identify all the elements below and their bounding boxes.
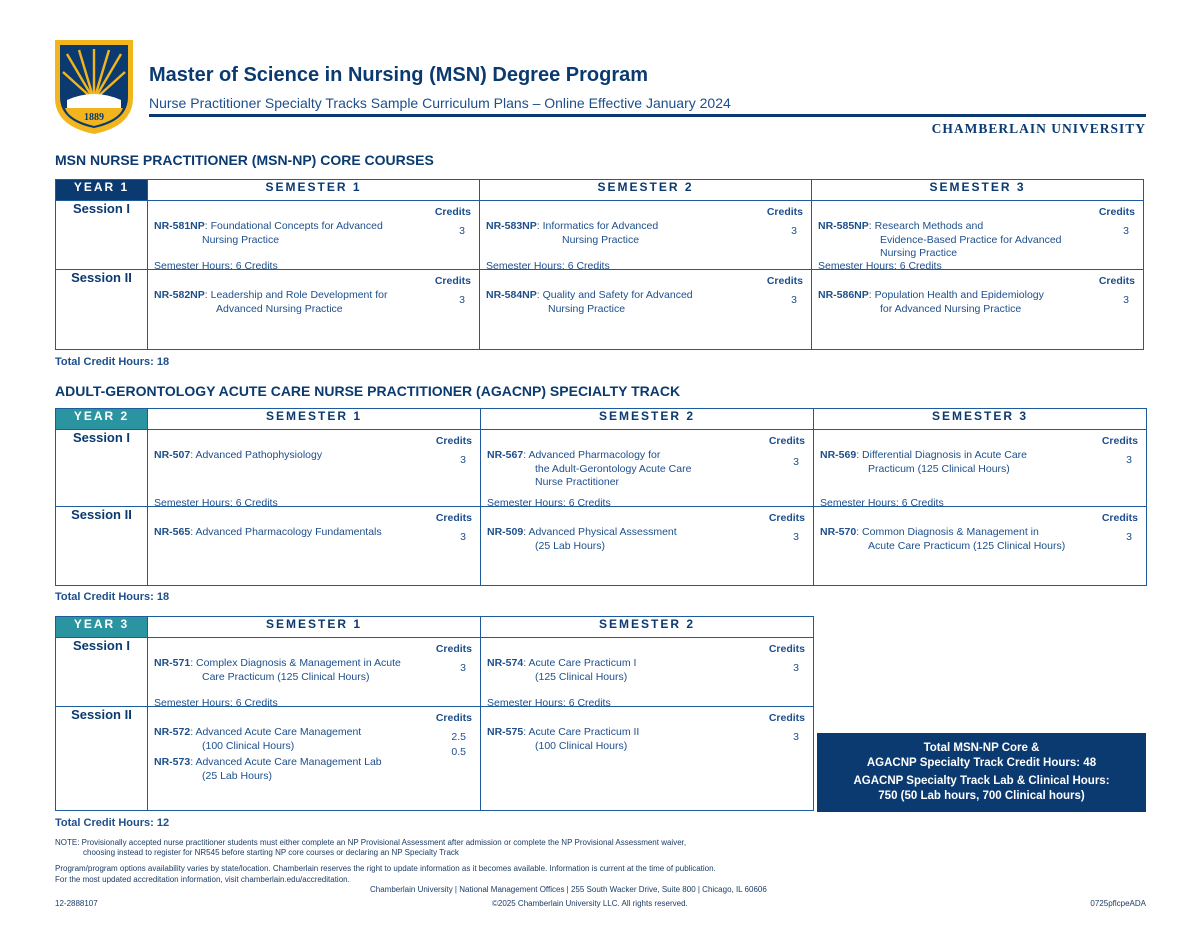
course-name: : Advanced Physical Assessment [523,526,677,538]
course-code: NR-584NP [486,289,537,301]
summary-line: AGACNP Specialty Track Lab & Clinical Hours: [853,775,1110,787]
course-name: : Acute Care Practicum II [523,726,640,738]
year-label: YEAR 1 [56,180,148,201]
credits-header: Credits [435,643,472,655]
session-label: Session I [56,201,148,270]
note-provisional: NOTE: Provisionally accepted nurse practitioner students must either complete an NP Provisional Assessment after admission or complete the NP Provisional Assessment waiver, choosing instead to register for NR545 before starting NP core courses or declaring an NP Specialty Track [55,838,687,857]
course-credits: 3 [460,531,466,543]
course-credits: 3 [791,225,797,237]
course-credits: 0.5 [451,746,466,758]
header-divider [149,114,1146,117]
course-code: NR-567 [487,449,524,461]
credits-header: Credits [434,275,471,287]
credits-header: Credits [1101,435,1138,447]
seal-year: 1889 [84,112,104,123]
course-cell: Credits NR-585NP: Research Methods and Evidence-Based Practice for Advanced Nursing Practice 3 [812,201,1144,270]
course-code: NR-569 [820,449,857,461]
session-label: Session II [56,707,148,811]
semester-header: SEMESTER 1 [148,409,481,430]
agacnp-year2-table [55,408,1147,586]
course-code: NR-581NP [154,220,205,232]
brand-wordmark: CHAMBERLAIN UNIVERSITY [931,121,1146,136]
session-label: Session I [56,430,148,507]
course-cell: Credits NR-572: Advanced Acute Care Management (100 Clinical Hours) 2.5 NR-573: Advanced Acute Care Management Lab (25 Lab Hours) 0.5 Semester Hours: 6 Credits [148,707,481,811]
course-name: : Research Methods and [868,220,984,232]
core-curriculum-table [55,179,1144,350]
course-code: NR-574 [487,657,524,669]
page-subtitle: Nurse Practitioner Specialty Tracks Sample Curriculum Plans – Online Effective January 2024 [149,95,731,111]
course-code: NR-509 [487,526,524,538]
course-cell: Credits NR-574: Acute Care Practicum I (125 Clinical Hours) 3 [481,638,814,707]
note-availability: Program/program options availability varies by state/location. Chamberlain reserves the right to update information as it becomes available. Information is current at the time of publication. [55,864,716,873]
credits-header: Credits [766,275,803,287]
credits-header: Credits [434,206,471,218]
page-title: Master of Science in Nursing (MSN) Degree Program [149,64,649,86]
semester-hours: Semester Hours: 6 Credits [154,260,278,272]
course-name: : Advanced Pathophysiology [190,449,323,461]
session-label: Session II [56,270,148,350]
course-code: NR-582NP [154,289,205,301]
course-credits: 2.5 [451,731,466,743]
core-total-credits: Total Credit Hours: 18 [55,356,170,368]
course-name: : Advanced Acute Care Management Lab [190,756,382,768]
total-summary-box [817,733,1146,812]
course-code: NR-570 [820,526,857,538]
course-cell: Credits NR-583NP: Informatics for Advanced Nursing Practice 3 [480,201,812,270]
note-accreditation: For the most updated accreditation information, visit chamberlain.edu/accreditation. [55,875,350,884]
semester-header: SEMESTER 2 [481,409,814,430]
semester-hours: Semester Hours: 6 Credits [818,260,942,272]
course-name: : Population Health and Epidemiology [868,289,1044,301]
session-label: Session I [56,638,148,707]
semester-hours: Semester Hours: 6 Credits [154,697,278,709]
footer-copyright: ©2025 Chamberlain University LLC. All rights reserved. [492,899,688,908]
semester-hours: Semester Hours: 6 Credits [820,497,944,509]
course-cell: Credits NR-570: Common Diagnosis & Management in Acute Care Practicum (125 Clinical Hours) 3 Semester Hours: 6 Credits [814,507,1147,586]
semester-hours: Semester Hours: 6 Credits [487,497,611,509]
course-name: : Informatics for Advanced [536,220,659,232]
course-name: : Advanced Pharmacology Fundamentals [190,526,382,538]
semester-header: SEMESTER 2 [481,617,814,638]
agacnp-year3-table [55,616,814,811]
course-cell: Credits NR-584NP: Quality and Safety for Advanced Nursing Practice 3 Semester Hours: 6 Credits [480,270,812,350]
course-cell: Credits NR-581NP: Foundational Concepts for Advanced Nursing Practice 3 [148,201,480,270]
course-name: : Leadership and Role Development for [204,289,388,301]
footer-doc-number: 12-2888107 [55,899,98,908]
credits-header: Credits [768,435,805,447]
credits-header: Credits [1101,512,1138,524]
semester-hours: Semester Hours: 6 Credits [487,697,611,709]
credits-header: Credits [768,712,805,724]
year-label: YEAR 2 [56,409,148,430]
credits-header: Credits [768,512,805,524]
course-credits: 3 [793,731,799,743]
address-line: Chamberlain University | National Management Offices | 255 South Wacker Drive, Suite 800 | Chicago, IL 60606 [370,885,767,894]
course-cell [148,430,481,507]
course-credits: 3 [791,294,797,306]
course-credits: 3 [460,454,466,466]
course-credits: 3 [1123,225,1129,237]
course-credits: 3 [793,662,799,674]
credits-header: Credits [766,206,803,218]
course-name: : Acute Care Practicum I [523,657,637,669]
semester-header: SEMESTER 3 [814,409,1147,430]
course-code: NR-575 [487,726,524,738]
semester-header: SEMESTER 1 [148,180,480,201]
semester-hours: Semester Hours: 6 Credits [486,260,610,272]
year3-total-credits: Total Credit Hours: 12 [55,817,170,829]
course-credits: 3 [1126,531,1132,543]
summary-line: Total MSN-NP Core & [923,742,1040,754]
course-name: : Common Diagnosis & Management in [856,526,1039,538]
course-code: NR-572 [154,726,191,738]
semester-header: SEMESTER 3 [812,180,1144,201]
course-code: NR-586NP [818,289,869,301]
course-cell: Credits NR-571: Complex Diagnosis & Management in Acute Care Practicum (125 Clinical Hours) 3 [148,638,481,707]
course-code: NR-565 [154,526,191,538]
semester-header: SEMESTER 1 [148,617,481,638]
course-cell: Credits NR-586NP: Population Health and Epidemiology for Advanced Nursing Practice 3 Semester Hours: 6 Credits [812,270,1144,350]
agacnp-section-title: ADULT-GERONTOLOGY ACUTE CARE NURSE PRACTITIONER (AGACNP) SPECIALTY TRACK [55,383,681,399]
course-code: NR-507 [154,449,191,461]
course-cell [148,497,481,586]
course-code: NR-583NP [486,220,537,232]
summary-line: AGACNP Specialty Track Credit Hours: 48 [866,757,1097,769]
summary-line: 750 (50 Lab hours, 700 Clinical hours) [878,790,1085,802]
core-section-title: MSN NURSE PRACTITIONER (MSN-NP) CORE COURSES [55,152,434,168]
course-name: : Complex Diagnosis & Management in Acute [190,657,401,669]
year2-total-credits: Total Credit Hours: 18 [55,591,170,603]
session-label: Session II [56,507,148,586]
course-name: : Advanced Pharmacology for [523,449,661,461]
course-name: : Foundational Concepts for Advanced [204,220,383,232]
credits-header: Credits [768,643,805,655]
course-code: NR-585NP [818,220,869,232]
course-credits: 3 [1123,294,1129,306]
course-credits: 3 [459,225,465,237]
chamberlain-seal-logo [53,38,135,136]
course-credits: 3 [793,456,799,468]
credits-header: Credits [435,512,472,524]
course-cell: Credits NR-567: Advanced Pharmacology for the Adult-Gerontology Acute Care Nurse Practitioner 3 [481,430,814,507]
credits-header: Credits [1098,206,1135,218]
footer-code: 0725pflcpeADA [1090,899,1146,908]
course-name: : Advanced Acute Care Management [190,726,362,738]
course-code: NR-571 [154,657,191,669]
course-cell: Credits NR-575: Acute Care Practicum II (100 Clinical Hours) 3 Semester Hours: 6 Credits [481,707,814,811]
course-name: : Quality and Safety for Advanced [536,289,693,301]
course-credits: 3 [793,531,799,543]
course-cell: Credits NR-582NP: Leadership and Role Development for Advanced Nursing Practice 3 Semester Hours: 6 Credits [148,270,480,350]
credits-header: Credits [1098,275,1135,287]
course-credits: 3 [459,294,465,306]
credits-header: Credits [435,712,472,724]
semester-hours: Semester Hours: 6 Credits [154,497,278,509]
course-cell: Credits NR-569: Differential Diagnosis in Acute Care Practicum (125 Clinical Hours) 3 [814,430,1147,507]
credits-header: Credits [435,435,472,447]
course-credits: 3 [1126,454,1132,466]
course-code: NR-573 [154,756,191,768]
course-credits: 3 [460,662,466,674]
semester-header: SEMESTER 2 [480,180,812,201]
course-name: : Differential Diagnosis in Acute Care [856,449,1027,461]
year-label: YEAR 3 [56,617,148,638]
course-cell: Credits NR-509: Advanced Physical Assessment (25 Lab Hours) 3 Semester Hours: 6 Credits [481,507,814,586]
